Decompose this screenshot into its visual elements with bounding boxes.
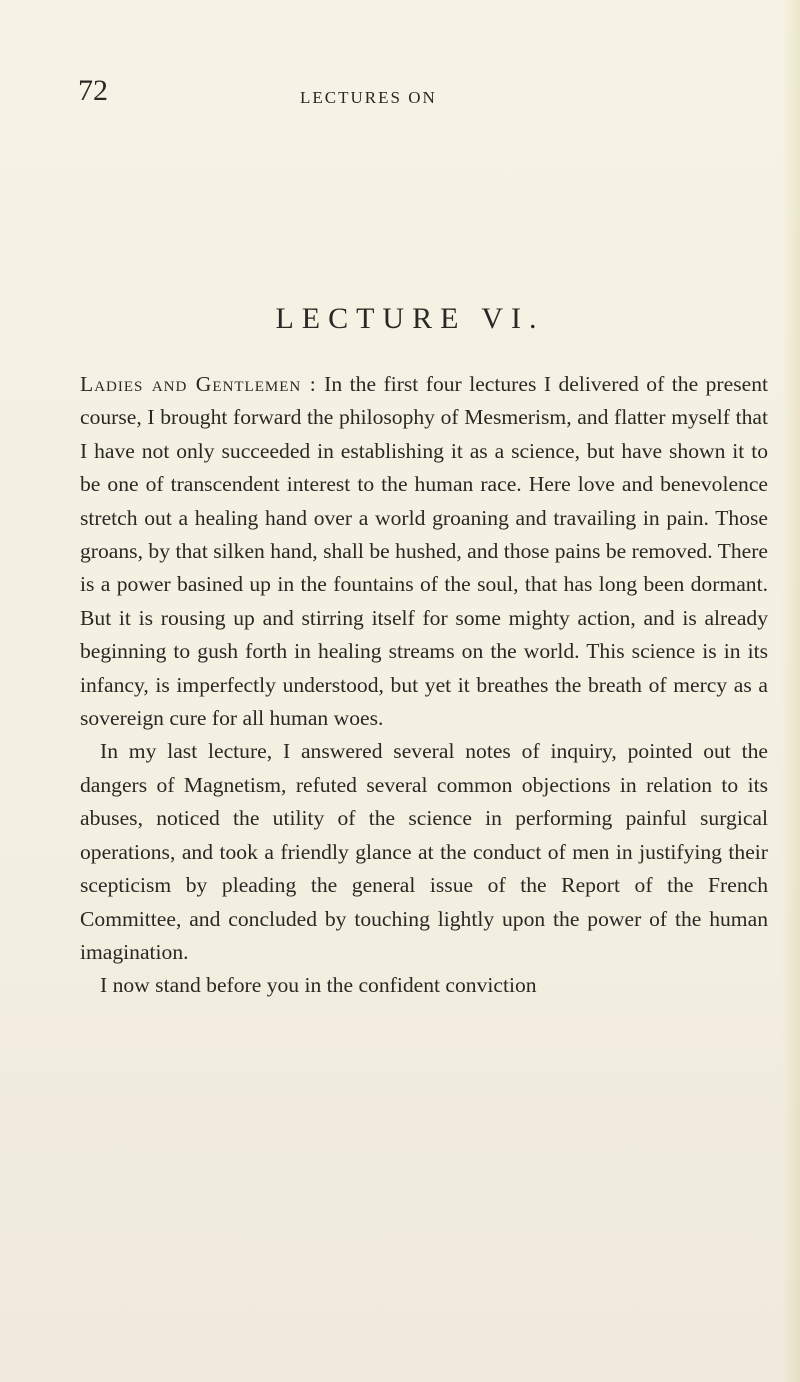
body-text — [80, 368, 768, 1003]
paragraph-2: In my last lecture, I answered several notes of inquiry, pointed out the dangers of Magnetism, refuted several common objections in relation to its abuses, noticed the utility of the science in performing painful surgical operations, and took a friendly glance at the conduct of men in justifying their scepticism by pleading the general issue of the Report of the French Committee, and concluded by touching lightly upon the power of the human imagination. — [80, 739, 768, 964]
paragraph-1-text: In the first four lectures I delivered of the present course, I brought forward the philosophy of Mesmerism, and flatter myself that I have not only succeeded in establishing it as a science, but have shown it to be one of transcendent interest to the human race. Here love and benevolence stretch out a healing hand over a world groaning and travailing in pain. Those groans, by that silken hand, shall be hushed, and those pains be removed. There is a power basined up in the fountains of the soul, that has long been dormant. But it is rousing up and stirring itself for some mighty action, and is already beginning to gush forth in healing streams on the world. This science is in its infancy, is imperfectly understood, but yet it breathes the breath of mercy as a sovereign cure for all human woes. — [80, 372, 768, 731]
page-edge-shadow — [782, 0, 800, 1382]
paragraph-3: I now stand before you in the confident conviction — [100, 973, 537, 998]
running-head: LECTURES ON — [300, 88, 437, 107]
salutation: Ladies and Gentlemen : — [80, 372, 317, 396]
lecture-title: LECTURE VI. — [275, 302, 545, 335]
page-number: 72 — [78, 74, 108, 107]
paragraph-1 — [80, 368, 768, 735]
